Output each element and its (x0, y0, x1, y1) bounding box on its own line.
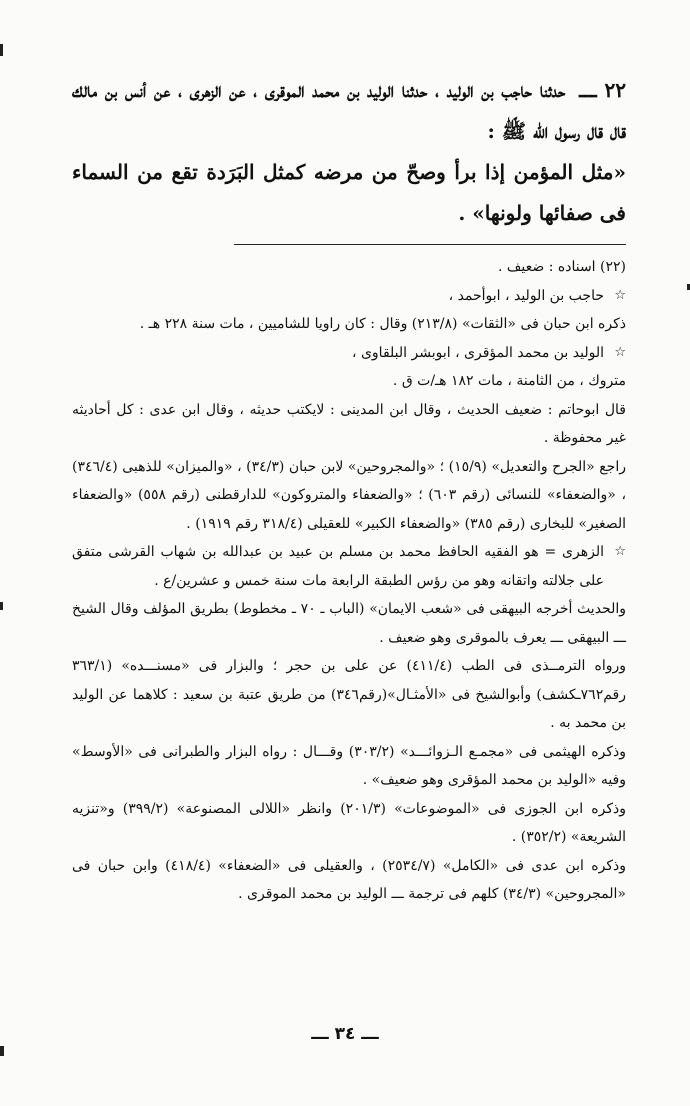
takhrij-paragraph: والحديث أخرجه البيهقى فى «شعب الايمان» (الباب ـ ٧٠ ـ مخطوط) بطريق المؤلف وقال الشيخ ـــ البيهقى ـــ يعرف بالموقرى وهو ضعيف . (72, 601, 626, 646)
star-icon: ☆ (614, 344, 626, 360)
narrator-entry-hajib (72, 282, 626, 311)
hadith-matn: «مثل المؤمن إذا برأ وصحّ من مرضه كمثل البَرَدة تقع من السماء فى صفائها ولونها» . (72, 160, 626, 225)
takhrij-paragraph: ورواه الترمــذى فى الطب (٤١١/٤) عن على بن حجر ؛ والبزار فى «مسنـــده» (٣٦٣/١ رقم٧٦٢ـكشف) وأبوالشيخ فى «الأمثـال»(رقم٣٤٦) من طريق عتبة بن سعيد : كلاهما عن الوليد بن محمد به . (72, 658, 626, 731)
hadith-isnad: حدثنا حاجب بن الوليد ، حدثنا الوليد بن محمد الموقرى ، عن الزهرى ، عن أنس بن مالك قال قال رسول الله ﷺ : (72, 78, 626, 143)
narrator-details: الزهرى = هو الفقيه الحافظ محمد بن مسلم بن عبيد بن عبدالله بن شهاب القرشى متفق على جلالته واتقانه وهو من رؤس الطبقة الرابعة مات سنة خمس و عشرين/ع . (72, 544, 604, 589)
page-body (72, 70, 626, 909)
footnote-intro: (٢٢) اسناده : ضعيف . (498, 259, 626, 275)
scan-mark-top-left (0, 44, 3, 56)
takhrij-paragraph: وذكره ابن الجوزى فى «الموضوعات» (٢٠١/٣) وانظر «اللالى المصنوعة» (٣٩٩/٢) و«تنزيه الشريعة» (٣٥٢/٢) . (72, 800, 626, 845)
page-number: ـــ ٣٤ ـــ (311, 1024, 379, 1044)
narrator-entry-walid (72, 339, 626, 368)
narrator-entry-zuhri (72, 538, 626, 595)
scan-mark-left (0, 602, 3, 610)
narrator-name: حاجب بن الوليد ، ابوأحمد ، (448, 287, 604, 304)
narrator-details: ذكره ابن حبان فى «الثقات» (٢١٣/٨) وقال : كان راويا للشاميين ، مات سنة ٢٢٨ هـ . (139, 316, 626, 332)
footnotes (72, 253, 626, 909)
star-icon: ☆ (614, 287, 626, 303)
narrator-criticism: قال ابوحاتم : ضعيف الحديث ، وقال ابن المدينى : لايكتب حديثه ، وقال ابن عدى : كل أحاديثه غير محفوظة . (72, 401, 627, 446)
hadith-number: ٢٢ ـــ (579, 78, 626, 102)
takhrij-paragraph: وذكره الهيثمى فى «مجمـع الـزوائـــد» (٣٠٣/٢) وقـــال : رواه البزار والطبرانى فى «الأوسط» وفيه «الوليد بن محمد المؤقرى وهو ضعيف» . (72, 743, 627, 788)
star-icon: ☆ (614, 544, 626, 559)
footnote-divider (234, 244, 626, 245)
hadith-text (72, 70, 626, 234)
narrator-references: راجع «الجرح والتعديل» (١٥/٩) ؛ «والمجروحين» لابن حبان (٣٤/٣) ، «والميزان» للذهبى (٣٤٦/٤) ، «والضعفاء» للنسائى (رقم ٦٠٣) ؛ «والضعفاء والمتروكون» للدارقطنى (رقم ٥٥٨) «والضعفاء الصغير» للبخارى (رقم ٣٨٥) «والضعفاء الكبير» للعقيلى (٣١٨/٤ رقم ١٩١٩) . (72, 458, 626, 532)
hadith-isnad-line (72, 70, 626, 152)
narrator-name: الوليد بن محمد المؤقرى ، ابوبشر البلقاوى ، (351, 344, 604, 361)
scan-mark-bottom-left (0, 1046, 4, 1056)
takhrij-paragraph: وذكره ابن عدى فى «الكامل» (٢٥٣٤/٧) ، والعقيلى فى «الضعفاء» (٤١٨/٤) وابن حبان فى «المجروحين» (٣٤/٣) كلهم فى ترجمة ـــ الوليد بن محمد الموقرى . (72, 857, 626, 902)
narrator-grade: متروك ، من الثامنة ، مات ١٨٢ هـ/ت ق . (392, 373, 626, 389)
